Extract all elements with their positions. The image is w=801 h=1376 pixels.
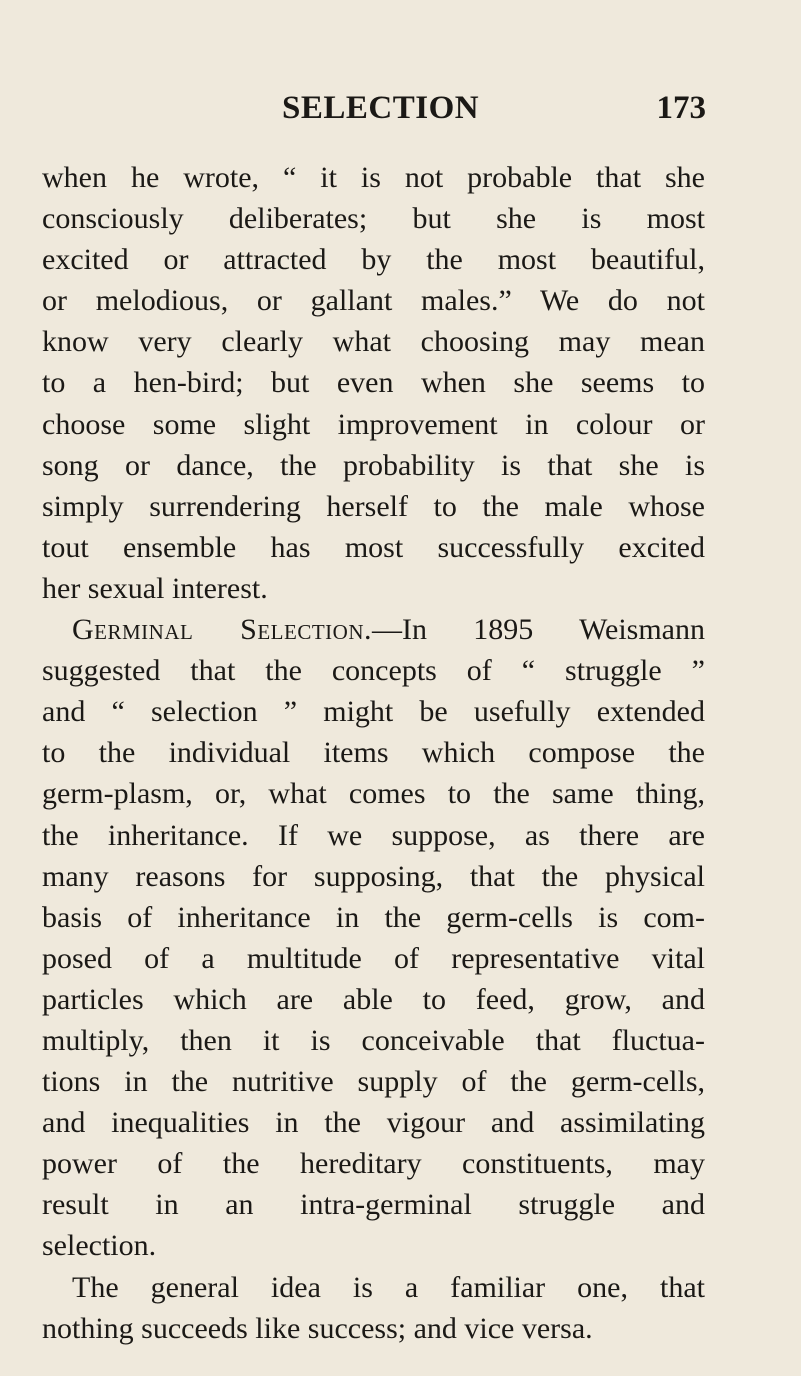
text-line: excited or attracted by the most beautiful, bbox=[42, 243, 705, 277]
text-line: to the individual items which compose the bbox=[42, 736, 705, 770]
text-line: song or dance, the probability is that she is bbox=[42, 448, 705, 482]
text-line: to a hen-bird; but even when she seems to bbox=[42, 366, 705, 400]
text-line: The general idea is a familiar one, that bbox=[72, 1270, 705, 1304]
section-first-line bbox=[42, 609, 705, 650]
text-line: when he wrote, “ it is not probable that she bbox=[42, 161, 705, 194]
text-line: germ-plasm, or, what comes to the same thing, bbox=[42, 777, 705, 811]
text-line: and “ selection ” might be usefully extended bbox=[42, 695, 705, 729]
text-line: power of the hereditary constituents, may bbox=[42, 1147, 705, 1181]
text-line: basis of inheritance in the germ-cells is com- bbox=[42, 900, 705, 934]
text-line: multiply, then it is conceivable that fluctua- bbox=[42, 1023, 705, 1057]
page-number: 173 bbox=[656, 90, 706, 126]
text-line: many reasons for supposing, that the physical bbox=[42, 859, 705, 893]
text-line: know very clearly what choosing may mean bbox=[42, 325, 705, 359]
running-head: SELECTION bbox=[282, 90, 480, 126]
text-line: choose some slight improvement in colour or bbox=[42, 407, 705, 441]
text-line: the inheritance. If we suppose, as there are bbox=[42, 818, 705, 852]
text-line: particles which are able to feed, grow, and bbox=[42, 982, 705, 1016]
body-text bbox=[42, 157, 705, 1349]
text-line: or melodious, or gallant males.” We do not bbox=[42, 284, 705, 318]
page-header bbox=[0, 90, 801, 134]
section-first-line-text: —In 1895 Weismann bbox=[371, 613, 705, 647]
text-line: result in an intra-germinal struggle and bbox=[42, 1188, 705, 1222]
section-heading: Germinal Selection. bbox=[72, 613, 372, 647]
text-line: simply surrendering herself to the male whose bbox=[42, 489, 705, 523]
text-line: posed of a multitude of representative vital bbox=[42, 941, 705, 975]
text-line: and inequalities in the vigour and assimilating bbox=[42, 1106, 705, 1140]
text-line: consciously deliberates; but she is most bbox=[42, 202, 705, 236]
text-line: suggested that the concepts of “ struggle ” bbox=[42, 654, 705, 688]
text-line: tout ensemble has most successfully excited bbox=[42, 530, 705, 564]
text-line: her sexual interest. bbox=[42, 571, 268, 605]
text-line: tions in the nutritive supply of the germ-cells, bbox=[42, 1065, 705, 1099]
text-line: selection. bbox=[42, 1229, 157, 1263]
text-line: nothing succeeds like success; and vice versa. bbox=[42, 1311, 593, 1345]
